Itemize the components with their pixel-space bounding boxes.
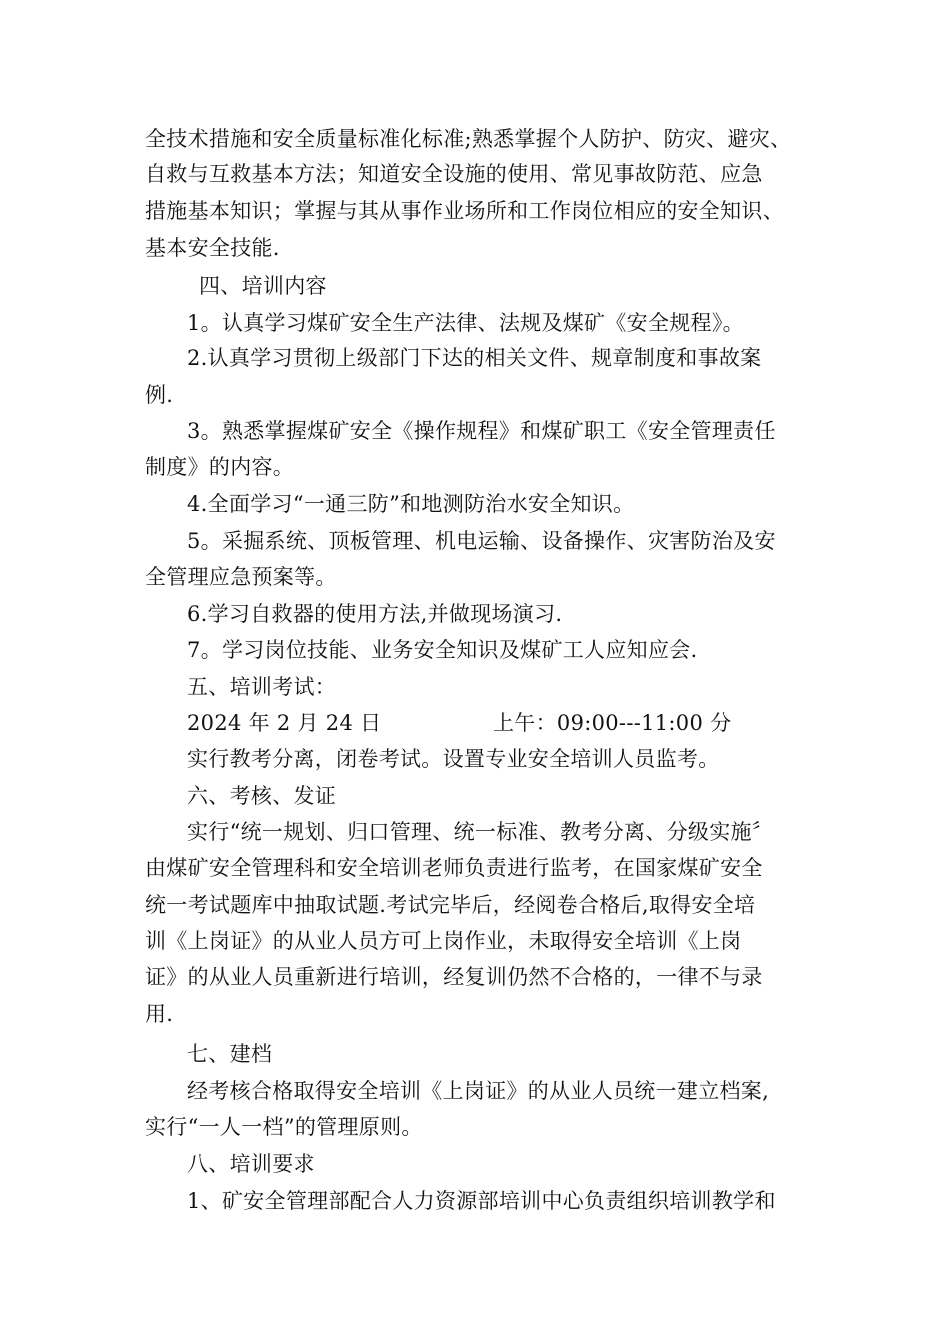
text-line: 实行教考分离，闭卷考试。设置专业安全培训人员监考。 [187,747,720,771]
section-heading: 七、建档 [187,1042,273,1066]
text-line: 经考核合格取得安全培训《上岗证》的从业人员统一建立档案, [187,1079,770,1103]
list-item: 1、矿安全管理部配合人力资源部培训中心负责组织培训教学和 [187,1189,776,1213]
text-line: 统一考试题库中抽取试题.考试完毕后，经阅卷合格后,取得安全培 [145,893,756,917]
text-line: 制度》的内容。 [145,455,295,479]
text-line: 措施基本知识；掌握与其从事作业场所和工作岗位相应的安全知识、 [145,199,784,223]
text-line: 由煤矿安全管理科和安全培训老师负责进行监考，在国家煤矿安全 [145,856,763,880]
list-item: 6.学习自救器的使用方法,并做现场演习. [187,602,563,626]
section-heading: 六、考核、发证 [187,784,337,808]
list-item: 7。学习岗位技能、业务安全知识及煤矿工人应知应会. [187,638,698,662]
text-line: 实行“统一规划、归口管理、统一标准、教考分离、分级实施〞 [187,820,774,844]
text-line: 用. [145,1002,174,1026]
text-line: 证》的从业人员重新进行培训，经复训仍然不合格的，一律不与录 [145,965,763,989]
text-line: 例. [145,383,174,407]
section-heading: 五、培训考试： [187,675,337,699]
exam-date-time: 2024 年 2 月 24 日 上午：09:00---11:00 分 [187,711,732,735]
list-item: 3。熟悉掌握煤矿安全《操作规程》和煤矿职工《安全管理责任 [187,419,776,443]
text-line: 实行“一人一档”的管理原则。 [145,1115,423,1139]
list-item: 4.全面学习“一通三防”和地测防治水安全知识。 [187,492,635,516]
text-line: 全管理应急预案等。 [145,565,337,589]
text-line: 训《上岗证》的从业人员方可上岗作业，未取得安全培训《上岗 [145,929,742,953]
list-item: 5。采掘系统、顶板管理、机电运输、设备操作、灾害防治及安 [187,529,776,553]
text-line: 自救与互救基本方法；知道安全设施的使用、常见事故防范、应急 [145,162,763,186]
text-line: 基本安全技能. [145,236,280,260]
section-heading: 四、培训内容 [199,274,327,298]
list-item: 2.认真学习贯彻上级部门下达的相关文件、规章制度和事故案 [187,346,762,370]
section-heading: 八、培训要求 [187,1152,315,1176]
text-line: 全技术措施和安全质量标准化标准;熟悉掌握个人防护、防灾、避灾、 [145,127,792,151]
list-item: 1。认真学习煤矿安全生产法律、法规及煤矿《安全规程》。 [187,311,744,335]
